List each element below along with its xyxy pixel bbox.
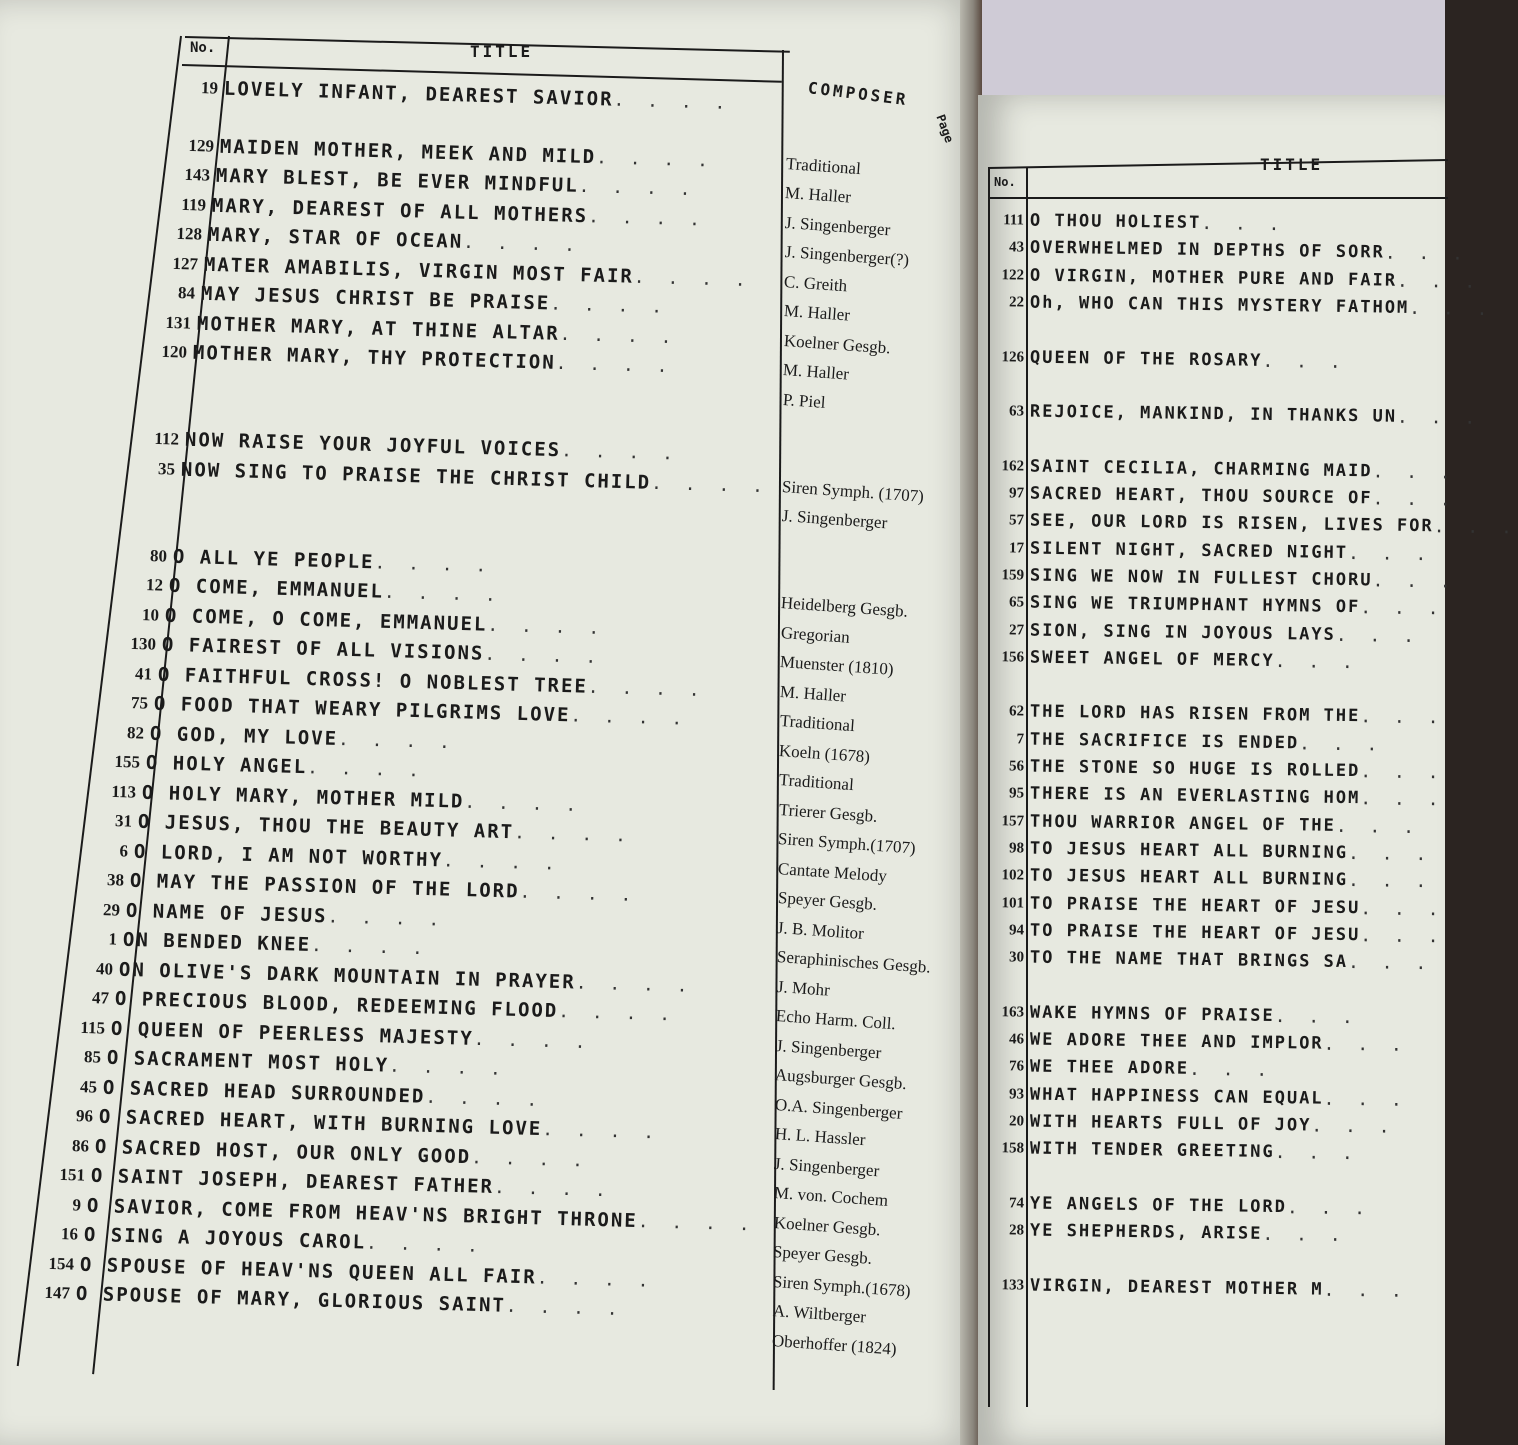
leader-dots: . . . .	[575, 971, 694, 996]
hymn-number: 12	[145, 575, 164, 595]
hymn-row	[986, 589, 1445, 621]
hymn-title: ON OLIVE'S DARK MOUNTAIN IN PRAYER	[118, 958, 577, 994]
leader-dots: . . . .	[505, 1295, 624, 1320]
leader-dots: . . .	[1347, 951, 1433, 974]
composer-name: Koelner Gesgb.	[783, 330, 892, 357]
leader-dots: . . . .	[555, 352, 674, 377]
hymn-title: THE SACRIFICE IS ENDED	[1029, 729, 1300, 754]
leader-dots: . . .	[1360, 596, 1445, 620]
leader-dots: . . . .	[549, 293, 669, 318]
hymn-number: 154	[48, 1253, 75, 1274]
hymn-title: SION, SING IN JOYOUS LAYS	[1029, 620, 1336, 645]
hymn-title: O GOD, MY LOVE	[149, 722, 339, 750]
composer-name: Cantate Melody	[777, 858, 888, 886]
hymn-title: TO THE NAME THAT BRINGS SA	[1029, 947, 1349, 973]
hymn-title: O SACRAMENT MOST HOLY	[106, 1046, 390, 1077]
composer-name: J. Mohr	[776, 976, 831, 1000]
hymn-title: MAY JESUS CHRIST BE PRAISE	[200, 282, 551, 315]
hymn-number: 158	[1001, 1139, 1025, 1157]
hymn-title: SILENT NIGHT, SACRED NIGHT	[1029, 538, 1349, 563]
hymn-title: O ALL YE PEOPLE	[172, 545, 375, 573]
hymn-title: O THOU HOLIEST	[1029, 210, 1202, 234]
hymn-row	[986, 344, 1347, 375]
composer-name: Koeln (1678)	[778, 740, 871, 766]
header-no: No.	[190, 40, 216, 56]
leader-dots: . . .	[1274, 1141, 1360, 1164]
composer-name: O.A. Singenberger	[774, 1094, 904, 1123]
leader-dots: . . . .	[470, 1146, 590, 1171]
right-top-rule	[988, 159, 1448, 169]
composer-name: H. L. Hassler	[774, 1124, 867, 1150]
leader-dots: . . .	[1347, 869, 1433, 892]
hymn-title: MOTHER MARY, AT THINE ALTAR	[196, 312, 561, 345]
hymn-title: O VIRGIN, MOTHER PURE AND FAIR	[1029, 265, 1398, 291]
hymn-number: 76	[1008, 1058, 1025, 1075]
hymn-number: 17	[1008, 539, 1025, 556]
hymn-number: 27	[1008, 621, 1025, 638]
hymn-number: 85	[83, 1047, 102, 1067]
hymn-number: 35	[157, 458, 176, 479]
leader-dots: . . . .	[558, 1000, 677, 1025]
leader-dots: . . . .	[613, 89, 732, 114]
leader-dots: . . .	[1323, 1087, 1408, 1110]
hymn-title: SEE, OUR LORD IS RISEN, LIVES FOR	[1029, 510, 1434, 537]
hymn-number: 45	[79, 1076, 98, 1097]
hymn-number: 127	[172, 253, 199, 274]
hymn-row	[986, 1108, 1396, 1140]
leader-dots: . . . .	[473, 1027, 592, 1053]
hymn-number: 122	[1001, 266, 1025, 283]
hymn-number: 143	[184, 164, 211, 185]
hymn-row	[82, 748, 426, 784]
header-title: TITLE	[470, 42, 534, 61]
composer-name: Traditional	[785, 153, 862, 178]
hymn-row	[986, 698, 1445, 730]
hymn-number: 162	[1001, 457, 1025, 474]
leader-dots: . . .	[1201, 212, 1286, 235]
hymn-number: 157	[1001, 812, 1025, 829]
leader-dots: . . . .	[587, 205, 707, 230]
leader-dots: . . .	[1409, 297, 1494, 320]
hymn-number: 86	[71, 1135, 90, 1156]
leader-dots: . . .	[1335, 814, 1421, 838]
hymn-title: THOU WARRIOR ANGEL OF THE	[1029, 811, 1336, 836]
composer-name: Seraphinisches Gesgb.	[776, 947, 932, 977]
composer-name: J. B. Molitor	[776, 917, 865, 943]
leader-dots: . . . .	[306, 756, 426, 782]
composer-name: M. Haller	[784, 183, 852, 207]
hymn-number: 113	[111, 781, 137, 802]
hymn-number: 16	[60, 1224, 79, 1244]
hymn-title: O COME, O COME, EMMANUEL	[164, 604, 488, 636]
hymn-number: 74	[1008, 1194, 1025, 1211]
leader-dots: . . . .	[650, 471, 770, 497]
hymn-number: 130	[130, 633, 157, 654]
hymn-number: 38	[106, 870, 125, 890]
leader-dots: . . .	[1311, 1114, 1396, 1138]
leader-dots: . . .	[1372, 487, 1457, 511]
hymn-title: O SPOUSE OF MARY, GLORIOUS SAINT	[75, 1282, 507, 1317]
hymn-number: 28	[1008, 1221, 1025, 1239]
composer-name: J. Singenberger	[775, 1035, 882, 1062]
hymn-title: REJOICE, MANKIND, IN THANKS UN	[1029, 401, 1398, 427]
leader-dots: . . .	[1262, 1223, 1347, 1246]
hymn-number: 147	[44, 1282, 71, 1303]
hymn-title: SAINT CECILIA, CHARMING MAID	[1029, 456, 1373, 482]
hymn-number: 101	[1001, 894, 1025, 911]
leader-dots: . . .	[1396, 406, 1482, 429]
hymn-number: 159	[1001, 566, 1025, 583]
hymn-title: THERE IS AN EVERLASTING HOM	[1029, 783, 1361, 809]
hymn-number: 98	[1008, 839, 1025, 856]
hymn-number: 29	[102, 899, 121, 920]
composer-name: M. Haller	[782, 360, 850, 384]
hymn-title: YE SHEPHERDS, ARISE	[1029, 1220, 1263, 1244]
hymn-number: 96	[75, 1106, 94, 1126]
hymn-row	[986, 207, 1286, 237]
right-header-rule	[988, 197, 1448, 199]
hymn-title: WAKE HYMNS OF PRAISE	[1029, 1002, 1275, 1026]
hymn-title: QUEEN OF THE ROSARY	[1029, 347, 1263, 371]
hymn-row	[986, 944, 1433, 976]
hymn-row	[986, 644, 1359, 675]
composer-name: Traditional	[778, 770, 855, 795]
composer-name: M. von. Cochem	[773, 1183, 889, 1210]
hymn-number: 30	[1008, 948, 1025, 966]
hymn-title: YE ANGELS OF THE LORD	[1029, 1193, 1288, 1217]
hymn-title: O COME, EMMANUEL	[168, 574, 385, 603]
leader-dots: . . .	[1188, 1058, 1274, 1081]
composer-name: Gregorian	[780, 622, 851, 647]
hymn-title: THE LORD HAS RISEN FROM THE	[1029, 702, 1361, 727]
hymn-title: OVERWHELMED IN DEPTHS OF SORR	[1029, 237, 1385, 263]
hymn-number: 1	[108, 929, 118, 949]
composer-name: Traditional	[779, 711, 856, 736]
right-header-no: No.	[994, 175, 1016, 189]
leader-dots: . . . .	[365, 1232, 485, 1257]
hymn-title: O SING A JOYOUS CAROL	[83, 1223, 367, 1254]
hymn-number: 155	[114, 751, 141, 772]
hymn-number: 43	[1008, 239, 1025, 256]
hymn-number: 31	[114, 811, 133, 831]
composer-name: Trierer Gesgb.	[778, 799, 878, 826]
leader-dots: . . . .	[493, 1176, 613, 1201]
hymn-number: 10	[141, 604, 160, 625]
composer-name: Koelner Gesgb.	[773, 1212, 882, 1239]
leader-dots: . . .	[1396, 269, 1482, 293]
hymn-title: O JESUS, THOU THE BEAUTY ART	[137, 810, 515, 844]
leader-dots: . . .	[1335, 623, 1421, 647]
hymn-title: O FAIREST OF ALL VISIONS	[161, 633, 485, 665]
hymn-number: 62	[1008, 703, 1025, 720]
hymn-title: O MAY THE PASSION OF THE LORD	[129, 869, 520, 903]
composer-name: Heidelberg Gesgb.	[780, 593, 909, 621]
leader-dots: . . .	[1323, 1033, 1408, 1056]
leader-dots: . . .	[1360, 706, 1445, 729]
hymn-title: MARY BLEST, BE EVER MINDFUL	[215, 164, 580, 197]
header-composer: COMPOSER	[806, 78, 910, 110]
hymn-title: THE STONE SO HUGE IS ROLLED	[1029, 756, 1361, 782]
hymn-title: O FOOD THAT WEARY PILGRIMS LOVE	[153, 692, 571, 727]
hymn-title: O NAME OF JESUS	[125, 899, 328, 927]
leader-dots: . . . .	[513, 821, 633, 847]
hymn-number: 84	[177, 283, 196, 303]
leader-dots: . . .	[1372, 569, 1457, 592]
hymn-number: 41	[134, 663, 153, 684]
hymn-number: 63	[1008, 402, 1025, 420]
leader-dots: . . . .	[383, 581, 503, 606]
leader-dots: . . .	[1298, 732, 1384, 755]
leader-dots: . . . .	[442, 849, 562, 874]
leader-dots: . . . .	[374, 551, 493, 576]
leader-dots: . . .	[1347, 842, 1433, 865]
hymn-number: 156	[1001, 648, 1025, 665]
leader-dots: . . .	[1274, 1005, 1360, 1028]
hymn-title: O SACRED HOST, OUR ONLY GOOD	[94, 1135, 472, 1168]
leader-dots: . . .	[1262, 349, 1347, 373]
composer-name: Oberhoffer (1824)	[771, 1330, 898, 1359]
hymn-title: WITH TENDER GREETING	[1029, 1138, 1275, 1163]
hymn-row	[986, 1217, 1347, 1248]
hymn-number: 6	[119, 840, 129, 861]
hymn-number: 57	[1008, 512, 1025, 529]
composer-name: M. Haller	[779, 681, 847, 706]
hymn-title: O LORD, I AM NOT WORTHY	[133, 840, 444, 871]
hymn-row	[986, 808, 1420, 840]
hymn-title: MOTHER MARY, THY PROTECTION	[192, 341, 557, 374]
leader-dots: . . . .	[536, 1266, 655, 1291]
hymn-number: 46	[1008, 1030, 1025, 1048]
leader-dots: . . .	[1286, 1196, 1372, 1219]
hymn-number: 131	[165, 312, 192, 333]
hymn-title: MARY, STAR OF OCEAN	[207, 223, 464, 253]
leader-dots: . . . .	[587, 675, 706, 701]
composer-name: Augsburger Gesgb.	[774, 1065, 908, 1094]
hymn-title: WITH HEARTS FULL OF JOY	[1029, 1111, 1312, 1136]
hymn-number: 112	[154, 428, 180, 449]
hymn-title: MARY, DEAREST OF ALL MOTHERS	[211, 194, 589, 227]
hymn-number: 94	[1008, 921, 1025, 938]
leader-dots: . . . .	[570, 704, 689, 730]
leader-dots: . . .	[1433, 516, 1518, 539]
leader-dots: . . . .	[519, 881, 638, 906]
leader-dots: . . .	[1360, 788, 1445, 811]
hymn-number: 151	[59, 1164, 86, 1185]
leader-dots: . . . .	[388, 1055, 508, 1080]
hymn-number: 65	[1008, 594, 1025, 611]
leader-dots: . . .	[1323, 1278, 1408, 1302]
hymn-title: NOW SING TO PRAISE THE CHRIST CHILD	[180, 458, 652, 494]
header-page: Page	[933, 112, 957, 145]
hymn-title: O HOLY ANGEL	[145, 751, 308, 779]
hymn-number: 7	[1016, 730, 1025, 747]
leader-dots: . . . .	[633, 265, 752, 291]
hymn-number: 97	[1008, 484, 1025, 502]
hymn-row	[986, 780, 1445, 812]
leader-dots: . . . .	[542, 1118, 661, 1143]
leader-dots: . . . .	[462, 231, 582, 256]
leader-dots: . . . .	[559, 322, 678, 348]
hymn-title: VIRGIN, DEAREST MOTHER M	[1029, 1275, 1324, 1300]
hymn-row	[986, 999, 1359, 1030]
leader-dots: . . . .	[327, 905, 446, 930]
hymn-number: 20	[1008, 1112, 1025, 1129]
composer-name: Echo Harm. Coll.	[775, 1006, 897, 1034]
hymn-number: 115	[80, 1017, 106, 1038]
leader-dots: . . .	[1384, 242, 1470, 265]
hymn-title: O SACRED HEART, WITH BURNING LOVE	[98, 1105, 543, 1141]
hymn-title: SING WE NOW IN FULLEST CHORU	[1029, 565, 1373, 591]
composer-name: J. Singenberger	[784, 212, 891, 239]
leader-dots: . . .	[1372, 460, 1457, 483]
composer-name: J. Singenberger	[773, 1153, 880, 1180]
leader-dots: . . . .	[484, 643, 603, 668]
hymn-number: 19	[200, 78, 219, 98]
hymn-title: NOW RAISE YOUR JOYFUL VOICES	[184, 428, 562, 462]
hymn-title: TO PRAISE THE HEART OF JESU	[1029, 920, 1361, 946]
hymn-row	[160, 74, 732, 116]
hymn-number: 95	[1008, 785, 1025, 802]
composer-name: P. Piel	[782, 389, 827, 412]
leader-dots: . . .	[1274, 650, 1360, 673]
hymn-number: 9	[72, 1194, 82, 1215]
hymn-title: O HOLY MARY, MOTHER MILD	[141, 781, 465, 813]
composer-name: M. Haller	[783, 301, 851, 325]
hymn-number: 163	[1001, 1003, 1025, 1020]
leader-dots: . . . .	[310, 934, 430, 959]
composer-name: C. Greith	[783, 271, 848, 295]
hymn-number: 128	[176, 223, 203, 244]
hymn-title: WE THEE ADORE	[1029, 1056, 1190, 1080]
hymn-title: O QUEEN OF PEERLESS MAJESTY	[110, 1017, 475, 1050]
hymn-title: SWEET ANGEL OF MERCY	[1029, 647, 1275, 671]
hymn-number: 102	[1001, 866, 1025, 884]
hymn-number: 22	[1008, 293, 1025, 310]
leader-dots: . . .	[1360, 924, 1445, 947]
leader-dots: . . . .	[337, 728, 457, 753]
composer-name: Siren Symph.(1707)	[777, 829, 917, 858]
right-page	[978, 95, 1518, 1445]
leader-dots: . . . .	[595, 146, 715, 171]
leader-dots: . . . .	[425, 1085, 544, 1111]
hymn-title: TO PRAISE THE HEART OF JESU	[1029, 893, 1361, 918]
composer-name: A. Wiltberger	[772, 1301, 867, 1327]
hymn-title: ON BENDED KNEE	[122, 928, 312, 957]
hymn-number: 40	[95, 958, 114, 979]
composer-name: Speyer Gesgb.	[777, 888, 878, 914]
leader-dots: . . . .	[464, 790, 583, 816]
hymn-title: O SAINT JOSEPH, DEAREST FATHER	[90, 1164, 495, 1199]
hymn-number: 82	[126, 722, 145, 743]
composer-name: Siren Symph. (1707)	[781, 476, 925, 506]
hymn-title: O SPOUSE OF HEAV'NS QUEEN ALL FAIR	[79, 1253, 538, 1289]
hymn-number: 111	[1003, 211, 1025, 229]
hymn-row	[986, 1272, 1408, 1304]
leader-dots: . . .	[1360, 760, 1445, 783]
hymn-number: 129	[188, 135, 215, 156]
hymn-title: O SACRED HEAD SURROUNDED	[102, 1076, 426, 1108]
leader-dots: . . . .	[578, 175, 697, 200]
hymn-title: O PRECIOUS BLOOD, REDEEMING FLOOD	[114, 987, 559, 1023]
composer-name: J. Singenberger	[781, 506, 888, 533]
hymn-number: 133	[1001, 1276, 1025, 1293]
hymn-title: TO JESUS HEART ALL BURNING	[1029, 838, 1349, 863]
composer-name: Muenster (1810)	[779, 652, 895, 679]
composer-name: Speyer Gesgb.	[772, 1242, 873, 1268]
hymn-row	[986, 617, 1420, 649]
hymn-title: TO JESUS HEART ALL BURNING	[1029, 865, 1349, 891]
leader-dots: . . .	[1347, 542, 1433, 565]
hymn-number: 126	[1001, 348, 1025, 365]
hymn-title: WE ADORE THEE AND IMPLOR	[1029, 1029, 1324, 1054]
hymn-row	[986, 398, 1482, 431]
composer-name: Siren Symph.(1678)	[772, 1271, 912, 1301]
hymn-number: 80	[149, 545, 168, 566]
hymn-title: WHAT HAPPINESS CAN EQUAL	[1029, 1084, 1324, 1109]
hymn-title: Oh, WHO CAN THIS MYSTERY FATHOM	[1029, 292, 1410, 318]
hymn-title: LOVELY INFANT, DEAREST SAVIOR	[223, 77, 614, 111]
hymn-title: O SAVIOR, COME FROM HEAV'NS BRIGHT THRONE	[86, 1194, 639, 1232]
hymn-row	[986, 862, 1433, 894]
hymn-row	[986, 1053, 1274, 1083]
hymn-number: 119	[181, 194, 207, 215]
hymn-number: 56	[1008, 757, 1025, 775]
leader-dots: . . . .	[487, 613, 606, 639]
hymn-number: 93	[1008, 1085, 1025, 1102]
hymn-row	[986, 1135, 1359, 1166]
hymn-row	[986, 1081, 1408, 1113]
hymn-row	[986, 726, 1384, 758]
right-header-title: TITLE	[1260, 155, 1324, 174]
hymn-title: SACRED HEART, THOU SOURCE OF	[1029, 483, 1373, 509]
leader-dots: . . .	[1360, 897, 1445, 920]
hymn-number: 47	[91, 988, 110, 1008]
hymn-title: SING WE TRIUMPHANT HYMNS OF	[1029, 592, 1361, 618]
leader-dots: . . . .	[560, 439, 680, 465]
leader-dots: . . . .	[637, 1210, 756, 1235]
composer-name: J. Singenberger(?)	[784, 242, 910, 270]
hymn-title: O FAITHFUL CROSS! O NOBLEST TREE	[157, 663, 589, 698]
hymn-number: 75	[130, 693, 149, 713]
hymn-row	[986, 1190, 1371, 1221]
hymn-title: MAIDEN MOTHER, MEEK AND MILD	[219, 135, 597, 168]
hymn-number: 120	[161, 341, 188, 362]
hymn-title: MATER AMABILIS, VIRGIN MOST FAIR	[203, 253, 635, 288]
